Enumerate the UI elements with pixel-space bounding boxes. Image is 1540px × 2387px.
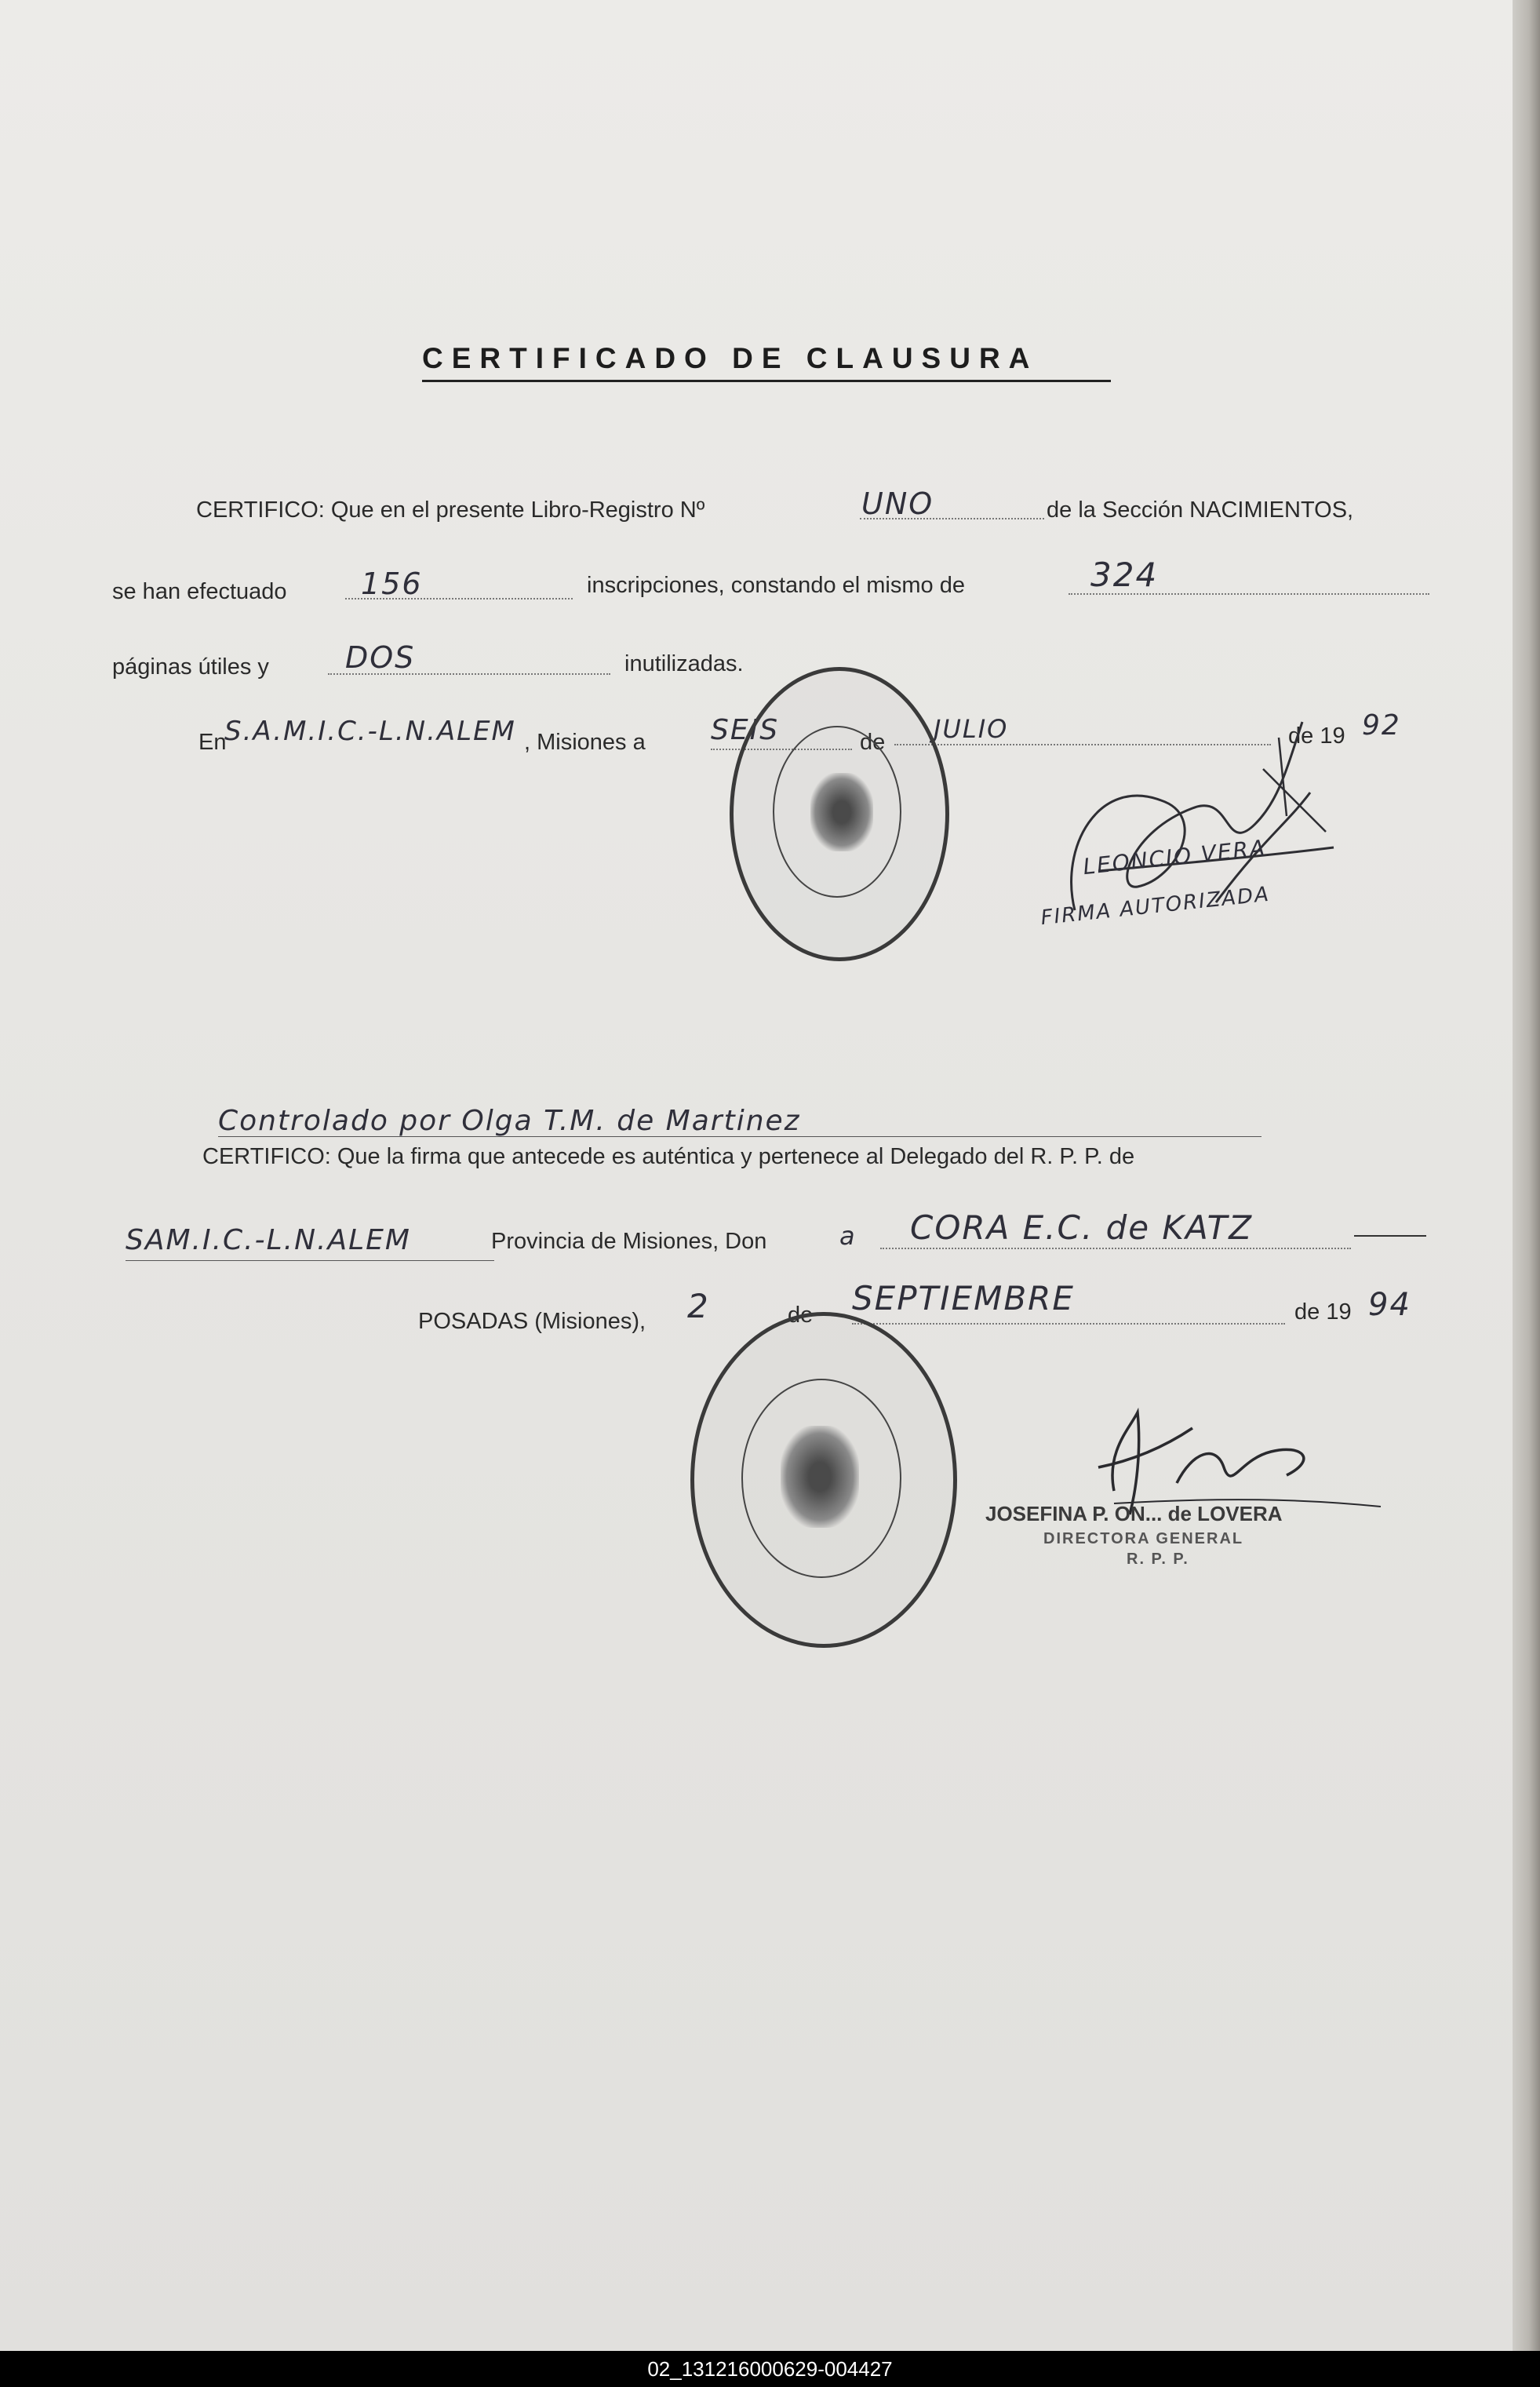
- registry-stamp: [690, 1312, 957, 1648]
- signatory-name: JOSEFINA P. ON... de LOVERA: [985, 1502, 1283, 1525]
- image-caption: 02_131216000629-004427: [0, 2351, 1540, 2387]
- dotted-field: [126, 1260, 494, 1261]
- signatory-role: DIRECTORA GENERAL: [1043, 1530, 1244, 1547]
- block1-line3-suffix: inutilizadas.: [624, 651, 744, 676]
- block1-line1-prefix: CERTIFICO: Que en el presente Libro-Registro Nº: [196, 497, 705, 523]
- block1-line2-prefix: se han efectuado: [112, 579, 287, 604]
- controlled-by-annotation: Controlado por Olga T.M. de Martinez: [218, 1105, 801, 1137]
- block2-line3-prefix: POSADAS (Misiones),: [418, 1309, 646, 1334]
- block1-line3-prefix: páginas útiles y: [112, 654, 269, 680]
- stamp-emblem-icon: [810, 773, 873, 851]
- year-suffix-1: 92: [1362, 709, 1401, 742]
- coat-of-arms-icon: [781, 1426, 859, 1528]
- day-1: SEIS: [711, 714, 780, 746]
- person-name: CORA E.C. de KATZ: [910, 1208, 1254, 1247]
- title-underline: [422, 380, 1111, 382]
- month-1: JULIO: [934, 714, 1009, 744]
- block2-line1: CERTIFICO: Que la firma que antecede es auténtica y pertenece al Delegado del R. P. P. de: [202, 1144, 1135, 1169]
- block2-line2-mid: Provincia de Misiones, Don: [491, 1229, 767, 1254]
- signature-1-name: LEONCIO VERA: [1081, 834, 1268, 880]
- delegation-stamp: [730, 667, 949, 961]
- block1-line4-mid: , Misiones a: [524, 730, 646, 755]
- block1-line4-de: de: [860, 730, 886, 755]
- month-2: SEPTIEMBRE: [852, 1279, 1075, 1317]
- block1-line2-mid: inscripciones, constando el mismo de: [587, 573, 965, 598]
- block1-line1-suffix: de la Sección NACIMIENTOS,: [1047, 497, 1354, 523]
- annotation-underline: [218, 1136, 1261, 1137]
- day-2: 2: [687, 1287, 710, 1325]
- inutilizadas-count: DOS: [345, 640, 416, 675]
- block1-year-prefix: de 19: [1288, 723, 1345, 749]
- inscripciones-count: 156: [361, 567, 423, 601]
- place-name-2: SAM.I.C.-L.N.ALEM: [126, 1224, 411, 1256]
- block2-line3-de: de: [788, 1303, 814, 1328]
- block1-en: En: [198, 730, 227, 755]
- trailing-rule: [1354, 1235, 1426, 1237]
- dotted-field: [852, 1323, 1285, 1325]
- paginas-count: 324: [1090, 556, 1159, 594]
- block2-year-prefix: de 19: [1294, 1299, 1352, 1325]
- place-name-1: S.A.M.I.C.-L.N.ALEM: [224, 716, 516, 747]
- signatory-org: R. P. P.: [1127, 1551, 1189, 1568]
- signature-1-role: FIRMA AUTORIZADA: [1039, 882, 1272, 931]
- page-edge: [1513, 0, 1540, 2351]
- dotted-field: [880, 1248, 1351, 1249]
- document-title: CERTIFICADO DE CLAUSURA: [422, 342, 1039, 374]
- libro-number: UNO: [861, 487, 934, 521]
- don-suffix: a: [839, 1221, 857, 1251]
- year-suffix-2: 94: [1368, 1287, 1411, 1323]
